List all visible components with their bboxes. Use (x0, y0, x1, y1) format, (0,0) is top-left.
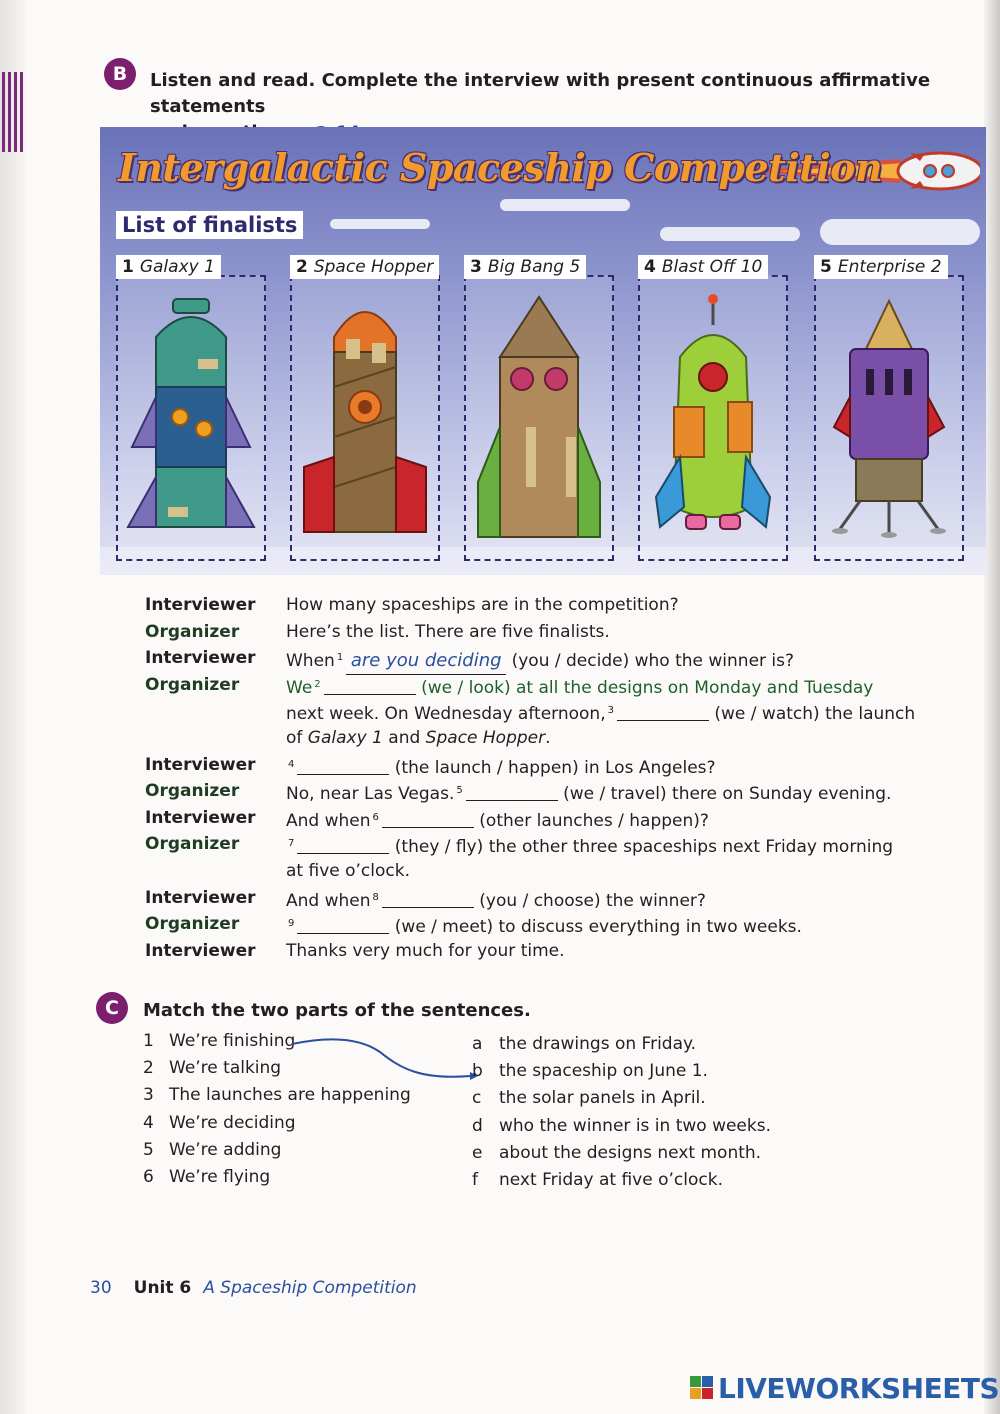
page-tab-marker (2, 72, 26, 152)
finalist-number: 1 (122, 257, 134, 277)
cloud (820, 219, 980, 245)
finalist-number: 2 (296, 257, 308, 277)
speaker: Interviewer (145, 940, 256, 961)
line-text: Thanks very much for your time. (286, 940, 565, 961)
finalist-card-4 (638, 257, 788, 561)
speaker: Interviewer (145, 648, 256, 669)
speaker: Organizer (145, 621, 240, 642)
speaker: Organizer (145, 914, 240, 935)
speaker: Interviewer (145, 807, 256, 828)
instruction-line-1: Listen and read. Complete the interview with present continuous affirmative statements (150, 70, 931, 117)
page-number: 30 (90, 1278, 112, 1298)
match-right-item[interactable]: f next Friday at five o’clock. (472, 1169, 723, 1190)
competition-banner (100, 127, 986, 575)
match-right-column (472, 1031, 771, 1194)
unit-title: A Spaceship Competition (203, 1278, 417, 1298)
page-edge-shadow (984, 0, 1000, 1414)
answer-blank-1[interactable]: are you deciding (346, 648, 506, 675)
banner-title: Intergalactic Spaceship Competition (118, 145, 883, 190)
line-text: How many spaceships are in the competition? (286, 595, 679, 615)
match-right-item[interactable]: d who the winner is in two weeks. (472, 1115, 771, 1136)
dialogue-row (145, 592, 945, 619)
dialogue-row: Organizer We $^2$ (we / look) at all the designs on Monday and Tuesday (145, 672, 945, 699)
finalist-number: 4 (644, 257, 656, 277)
speaker: Interviewer (145, 754, 256, 775)
exercise-c-instruction: Match the two parts of the sentences. (143, 1000, 531, 1021)
answer-blank-4[interactable] (297, 758, 389, 775)
liveworksheets-watermark: LIVEWORKSHEETS (690, 1372, 999, 1405)
interview-dialogue (145, 592, 945, 964)
finalist-name: Big Bang 5 (487, 257, 581, 277)
dialogue-row: Interviewer And when $^6$ (other launches / happen)? (145, 805, 945, 832)
cloud (660, 227, 800, 241)
match-left-item[interactable]: 4 We’re deciding (143, 1112, 296, 1133)
speaker: Organizer (145, 834, 240, 855)
answer-blank-9[interactable] (297, 917, 389, 934)
speaker: Organizer (145, 674, 240, 695)
match-right-item[interactable]: e about the designs next month. (472, 1142, 762, 1163)
finalist-card-5 (814, 257, 964, 561)
match-right-item[interactable]: a the drawings on Friday. (472, 1034, 697, 1054)
page-footer (90, 1278, 417, 1298)
speaker: Interviewer (145, 595, 256, 615)
dialogue-row: Interviewer And when $^8$ (you / choose) the winner? (145, 885, 945, 912)
dialogue-row (145, 858, 945, 885)
dialogue-row: Organizer No, near Las Vegas. $^5$ (we / travel) there on Sunday evening. (145, 778, 945, 805)
finalist-name: Enterprise 2 (837, 257, 942, 277)
match-right-item[interactable]: c the solar panels in April. (472, 1088, 706, 1109)
answer-blank-2[interactable] (324, 678, 416, 695)
finalist-card-3 (464, 257, 614, 561)
dialogue-row: of Galaxy 1 and Space Hopper. (286, 727, 551, 748)
answer-blank-6[interactable] (382, 811, 474, 828)
rocket-enterprise-2-icon (816, 277, 962, 559)
exercise-c-badge: C (96, 992, 128, 1024)
match-right-item[interactable]: b the spaceship on June 1. (472, 1061, 708, 1082)
finalist-name: Blast Off 10 (661, 257, 763, 277)
liveworksheets-logo-icon (690, 1376, 714, 1400)
match-left-item[interactable]: 5 We’re adding (143, 1139, 282, 1160)
finalist-name: Galaxy 1 (139, 257, 215, 277)
finalist-card-2 (290, 257, 440, 561)
dialogue-row (145, 619, 945, 646)
answer-blank-5[interactable] (466, 784, 558, 801)
finalist-number: 3 (470, 257, 482, 277)
finalist-name: Space Hopper (313, 257, 434, 277)
dialogue-row (145, 938, 945, 965)
finalist-number: 5 (820, 257, 832, 277)
cloud (330, 219, 430, 229)
line-text: Here’s the list. There are five finalists. (286, 621, 610, 642)
match-left-item[interactable]: 2 We’re talking (143, 1058, 282, 1079)
rocket-blast-off-10-icon (640, 277, 786, 559)
match-left-item[interactable]: 3 The launches are happening (143, 1085, 411, 1106)
answer-blank-3[interactable] (617, 704, 709, 721)
rocket-galaxy-1-icon (118, 277, 264, 559)
dialogue-row: Organizer $^9$ (we / meet) to discuss everything in two weeks. (145, 911, 945, 938)
rocket-big-bang-5-icon (466, 277, 612, 559)
finalist-card-1 (116, 257, 266, 561)
dialogue-row: Interviewer When $^1$ are you deciding (you / decide) who the winner is? (145, 645, 945, 672)
answer-blank-8[interactable] (382, 891, 474, 908)
match-left-item[interactable]: 6 We’re flying (143, 1166, 271, 1187)
speaker: Interviewer (145, 887, 256, 908)
unit-label: Unit 6 (133, 1278, 192, 1298)
line-text: at five o’clock. (286, 860, 410, 881)
answer-blank-7[interactable] (297, 837, 389, 854)
dialogue-row: Interviewer $^4$ (the launch / happen) in Los Angeles? (145, 752, 945, 779)
speaker: Organizer (145, 781, 240, 802)
cloud (500, 199, 630, 211)
match-connector-line (290, 1034, 480, 1086)
finalists-heading: List of finalists (116, 211, 303, 239)
match-left-item[interactable]: 1 We’re finishing (143, 1031, 296, 1051)
dialogue-row: next week. On Wednesday afternoon, $^3$ (we / watch) the launch (286, 704, 916, 725)
page-binding (0, 0, 26, 1414)
dialogue-row: Organizer $^7$ (they / fly) the other three spaceships next Friday morning (145, 831, 945, 858)
rocket-space-hopper-icon (292, 277, 438, 559)
exercise-b-badge: B (104, 58, 136, 90)
